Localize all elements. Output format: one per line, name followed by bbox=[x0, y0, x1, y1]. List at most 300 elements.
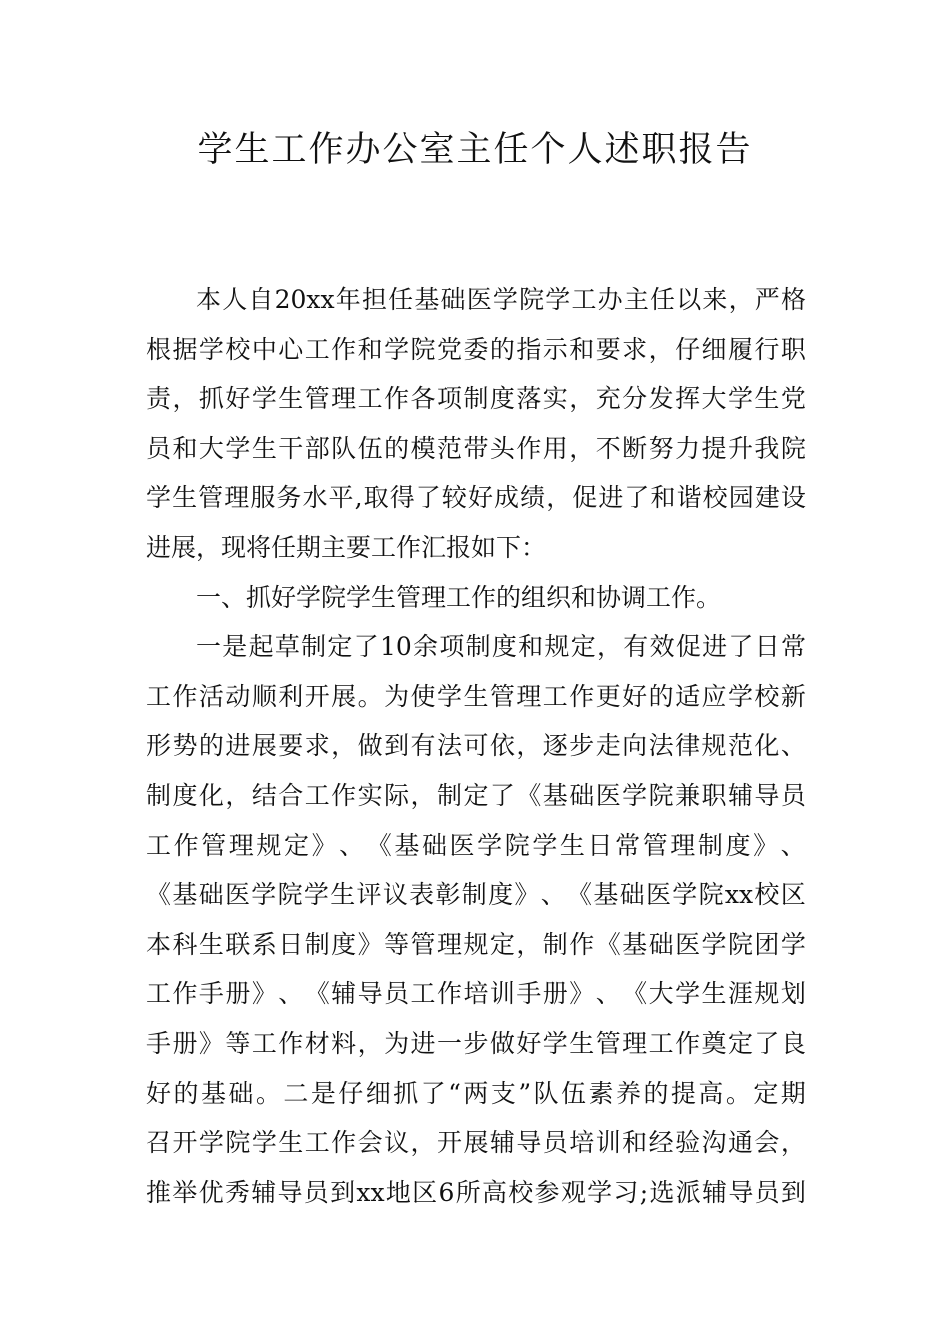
text-glyph: 展 bbox=[463, 1128, 489, 1158]
text-glyph: 导 bbox=[357, 979, 383, 1009]
text-glyph: 中 bbox=[251, 334, 277, 364]
text-glyph: 工 bbox=[357, 384, 383, 414]
text-glyph: xx bbox=[356, 1177, 385, 1207]
text-glyph: 院 bbox=[727, 929, 753, 959]
text-glyph: 院 bbox=[698, 880, 724, 910]
text-glyph: 项 bbox=[439, 632, 465, 662]
text-glyph: ， bbox=[648, 334, 674, 364]
text-glyph: 养 bbox=[615, 1078, 641, 1108]
text-glyph: 学 bbox=[532, 830, 558, 860]
text-glyph: 基 bbox=[200, 1078, 226, 1108]
text-glyph: 学 bbox=[780, 929, 806, 959]
text-glyph: 制 bbox=[301, 632, 327, 662]
text-glyph: ; bbox=[639, 1177, 649, 1207]
text-glyph: 工 bbox=[571, 285, 597, 314]
text-glyph: 作 bbox=[516, 433, 542, 463]
text-glyph: “ bbox=[448, 1078, 461, 1108]
text-glyph: 进 bbox=[225, 731, 251, 761]
text-glyph: 和 bbox=[518, 632, 544, 662]
text-glyph: 员 bbox=[303, 1177, 329, 1207]
text-glyph: 断 bbox=[622, 433, 648, 463]
section-heading: 一、抓好学院学生管理工作的组织和协调工作。 bbox=[196, 582, 722, 612]
text-glyph: 伍 bbox=[357, 433, 383, 463]
text-glyph: 到 bbox=[330, 1177, 356, 1207]
document-body bbox=[146, 275, 806, 1217]
text-glyph: 学 bbox=[672, 880, 698, 910]
text-glyph: 展 bbox=[331, 681, 357, 711]
text-glyph: 》 bbox=[357, 929, 383, 959]
text-glyph: 谐 bbox=[676, 483, 702, 513]
text-glyph: ， bbox=[410, 780, 436, 810]
text-glyph: 日 bbox=[587, 830, 613, 860]
text-glyph: 高 bbox=[481, 1177, 507, 1207]
text-glyph: 评 bbox=[356, 880, 382, 910]
text-glyph: 自 bbox=[248, 285, 274, 314]
text-line bbox=[146, 374, 806, 424]
text-glyph: 指 bbox=[516, 334, 542, 364]
text-glyph: 作 bbox=[172, 979, 198, 1009]
text-glyph: 训 bbox=[595, 1128, 621, 1158]
text-glyph: 工 bbox=[146, 681, 172, 711]
text-glyph: 础 bbox=[198, 880, 224, 910]
text-glyph: 度 bbox=[488, 880, 514, 910]
text-glyph: 作 bbox=[278, 1028, 304, 1058]
text-glyph: 生 bbox=[463, 681, 489, 711]
text-glyph: 大 bbox=[701, 384, 727, 414]
text-glyph: 校 bbox=[754, 880, 780, 910]
text-glyph: 任 bbox=[388, 285, 414, 314]
text-glyph: 挥 bbox=[675, 384, 701, 414]
text-glyph: 部 bbox=[304, 433, 330, 463]
text-glyph: 生 bbox=[754, 384, 780, 414]
text-glyph: 10 bbox=[379, 632, 412, 662]
text-glyph: 管 bbox=[304, 384, 330, 414]
text-glyph: 范 bbox=[727, 731, 753, 761]
text-line bbox=[146, 473, 806, 523]
text-glyph: 议 bbox=[382, 880, 408, 910]
text-glyph: ， bbox=[569, 433, 595, 463]
text-glyph: 兼 bbox=[675, 780, 701, 810]
text-glyph: 基 bbox=[542, 780, 568, 810]
text-glyph: 训 bbox=[489, 979, 515, 1009]
text-glyph: 根 bbox=[146, 334, 172, 364]
text-glyph: 素 bbox=[588, 1078, 614, 1108]
text-glyph: 员 bbox=[542, 1128, 568, 1158]
text-glyph: 员 bbox=[146, 433, 172, 463]
text-glyph: 是 bbox=[310, 1078, 336, 1108]
text-glyph: 院 bbox=[410, 334, 436, 364]
text-glyph: 应 bbox=[701, 681, 727, 711]
text-glyph: 的 bbox=[643, 1078, 669, 1108]
text-glyph: 实 bbox=[542, 384, 568, 414]
text-glyph: 6 bbox=[438, 1177, 455, 1207]
text-glyph: 适 bbox=[675, 681, 701, 711]
text-glyph: 高 bbox=[698, 1078, 724, 1108]
text-glyph: 了 bbox=[624, 483, 650, 513]
text-glyph: 本 bbox=[146, 929, 172, 959]
text-glyph: 。 bbox=[725, 1078, 751, 1108]
text-glyph: 担 bbox=[361, 285, 387, 314]
text-glyph: 学 bbox=[477, 830, 503, 860]
text-glyph: 理 bbox=[224, 483, 250, 513]
text-glyph: 册 bbox=[225, 979, 251, 1009]
text-glyph: 开 bbox=[436, 1128, 462, 1158]
text-glyph: 做 bbox=[489, 1028, 515, 1058]
text-glyph: 定 bbox=[489, 929, 515, 959]
text-glyph: 、 bbox=[278, 979, 304, 1009]
text-glyph: 院 bbox=[519, 285, 545, 314]
text-glyph: 础 bbox=[648, 929, 674, 959]
text-glyph: 得 bbox=[389, 483, 415, 513]
text-glyph: 制 bbox=[461, 880, 487, 910]
text-glyph: 学 bbox=[251, 384, 277, 414]
text-glyph: 利 bbox=[278, 681, 304, 711]
text-glyph: 求 bbox=[622, 334, 648, 364]
text-glyph: 医 bbox=[675, 929, 701, 959]
text-line bbox=[146, 721, 806, 771]
text-glyph: 》 bbox=[311, 830, 337, 860]
text-glyph: ， bbox=[780, 1128, 806, 1158]
text-glyph: 团 bbox=[754, 929, 780, 959]
text-glyph: 度 bbox=[489, 384, 515, 414]
text-glyph: 作 bbox=[675, 1028, 701, 1058]
text-glyph: 校 bbox=[225, 334, 251, 364]
text-glyph: 为 bbox=[384, 681, 410, 711]
text-glyph: 好 bbox=[146, 1078, 172, 1108]
text-glyph: 学 bbox=[303, 880, 329, 910]
text-glyph: 等 bbox=[384, 929, 410, 959]
text-glyph: ， bbox=[331, 731, 357, 761]
text-glyph: 日 bbox=[754, 632, 780, 662]
text-glyph: 了 bbox=[754, 1028, 780, 1058]
text-glyph: 》 bbox=[198, 1028, 224, 1058]
text-glyph: 定 bbox=[727, 1028, 753, 1058]
text-glyph: 学 bbox=[146, 483, 172, 513]
text-glyph: 员 bbox=[384, 979, 410, 1009]
text-glyph: 较 bbox=[441, 483, 467, 513]
text-glyph: 工 bbox=[542, 681, 568, 711]
text-glyph: 生 bbox=[559, 830, 585, 860]
text-glyph: 院 bbox=[648, 780, 674, 810]
text-glyph: 支 bbox=[490, 1078, 516, 1108]
text-glyph: 院 bbox=[277, 880, 303, 910]
text-glyph: 基 bbox=[172, 880, 198, 910]
text-glyph: 秀 bbox=[224, 1177, 250, 1207]
text-glyph: 和 bbox=[650, 483, 676, 513]
text-glyph: 》 bbox=[251, 979, 277, 1009]
text-glyph: 顺 bbox=[251, 681, 277, 711]
text-glyph: 院 bbox=[780, 433, 806, 463]
text-glyph: 学 bbox=[251, 1128, 277, 1158]
text-glyph: 向 bbox=[622, 731, 648, 761]
text-glyph: 成 bbox=[494, 483, 520, 513]
text-glyph: 生 bbox=[198, 929, 224, 959]
text-glyph: 度 bbox=[491, 632, 517, 662]
text-glyph: 可 bbox=[463, 731, 489, 761]
text-glyph: 《 bbox=[304, 979, 330, 1009]
text-glyph: 工 bbox=[146, 979, 172, 1009]
text-glyph: 促 bbox=[675, 632, 701, 662]
text-glyph: 和 bbox=[357, 334, 383, 364]
text-glyph: 导 bbox=[754, 780, 780, 810]
text-line bbox=[146, 1118, 806, 1168]
text-glyph: 学 bbox=[251, 880, 277, 910]
text-glyph: 年 bbox=[335, 285, 361, 314]
text-glyph: 院 bbox=[504, 830, 530, 860]
text-glyph: 园 bbox=[728, 483, 754, 513]
text-glyph: 辅 bbox=[251, 1177, 277, 1207]
text-glyph: 升 bbox=[727, 433, 753, 463]
text-glyph: 好 bbox=[622, 681, 648, 711]
text-glyph: 沟 bbox=[701, 1128, 727, 1158]
text-glyph: 《 bbox=[622, 979, 648, 1009]
text-glyph: 二 bbox=[283, 1078, 309, 1108]
text-glyph: 责 bbox=[146, 384, 172, 414]
text-glyph: 以 bbox=[676, 285, 702, 314]
text-glyph: 规 bbox=[701, 731, 727, 761]
text-glyph: 示 bbox=[542, 334, 568, 364]
text-glyph: 学 bbox=[545, 285, 571, 314]
text-glyph: 医 bbox=[595, 780, 621, 810]
text-glyph: 了 bbox=[420, 1078, 446, 1108]
text-line bbox=[146, 771, 806, 821]
text-glyph: 学 bbox=[492, 285, 518, 314]
text-glyph: 议 bbox=[384, 1128, 410, 1158]
text-glyph: 制 bbox=[463, 384, 489, 414]
text-glyph: 习 bbox=[613, 1177, 639, 1207]
text-line bbox=[146, 920, 806, 970]
text-glyph: 常 bbox=[615, 830, 641, 860]
text-glyph: 医 bbox=[645, 880, 671, 910]
text-glyph: 手 bbox=[198, 979, 224, 1009]
text-glyph: 走 bbox=[595, 731, 621, 761]
text-glyph: 实 bbox=[357, 780, 383, 810]
text-glyph: 作 bbox=[331, 780, 357, 810]
text-glyph: 20xx bbox=[274, 285, 335, 314]
text-glyph: 步 bbox=[569, 731, 595, 761]
text-glyph: 律 bbox=[675, 731, 701, 761]
text-glyph: 提 bbox=[701, 433, 727, 463]
text-glyph: 落 bbox=[516, 384, 542, 414]
text-glyph: 册 bbox=[172, 1028, 198, 1058]
text-glyph: 了 bbox=[489, 780, 515, 810]
text-glyph: 进 bbox=[410, 1028, 436, 1058]
text-glyph: 势 bbox=[172, 731, 198, 761]
text-glyph: 优 bbox=[198, 1177, 224, 1207]
text-glyph: 作 bbox=[173, 830, 199, 860]
text-glyph: 良 bbox=[780, 1028, 806, 1058]
text-glyph: 合 bbox=[278, 780, 304, 810]
text-glyph: 抓 bbox=[198, 384, 224, 414]
text-glyph: 履 bbox=[727, 334, 753, 364]
text-glyph: 开 bbox=[172, 1128, 198, 1158]
text-glyph: 和 bbox=[622, 1128, 648, 1158]
text-glyph: 、 bbox=[780, 830, 806, 860]
text-glyph: 制 bbox=[697, 830, 723, 860]
text-glyph: 度 bbox=[725, 830, 751, 860]
text-glyph: 大 bbox=[648, 979, 674, 1009]
text-glyph: 生 bbox=[172, 483, 198, 513]
text-glyph: 和 bbox=[172, 433, 198, 463]
text-glyph: 会 bbox=[357, 1128, 383, 1158]
text-glyph: 管 bbox=[642, 830, 668, 860]
text-glyph: 导 bbox=[516, 1128, 542, 1158]
text-glyph: 工 bbox=[304, 1128, 330, 1158]
text-line bbox=[146, 1019, 806, 1069]
text-glyph: 举 bbox=[172, 1177, 198, 1207]
text-glyph: 细 bbox=[365, 1078, 391, 1108]
text-glyph: 常 bbox=[780, 632, 806, 662]
text-glyph: 辅 bbox=[702, 1177, 728, 1207]
text-glyph: 基 bbox=[593, 880, 619, 910]
text-glyph: 步 bbox=[463, 1028, 489, 1058]
text-glyph: 》 bbox=[569, 979, 595, 1009]
text-glyph: 为 bbox=[384, 1028, 410, 1058]
text-glyph: 作 bbox=[569, 681, 595, 711]
text-glyph: 委 bbox=[463, 334, 489, 364]
text-glyph: 科 bbox=[172, 929, 198, 959]
text-glyph: 学 bbox=[727, 384, 753, 414]
text-glyph: 了 bbox=[415, 483, 441, 513]
text-glyph: 干 bbox=[278, 433, 304, 463]
text-glyph: 工 bbox=[410, 979, 436, 1009]
text-glyph: 定 bbox=[570, 632, 596, 662]
text-glyph: 力 bbox=[675, 433, 701, 463]
text-glyph: 定 bbox=[463, 780, 489, 810]
text-glyph: 医 bbox=[224, 880, 250, 910]
text-glyph: 设 bbox=[780, 483, 806, 513]
text-glyph: 了 bbox=[728, 632, 754, 662]
text-glyph: 手 bbox=[146, 1028, 172, 1058]
text-glyph: 是 bbox=[222, 632, 248, 662]
text-glyph: 培 bbox=[569, 1128, 595, 1158]
text-glyph: 涯 bbox=[727, 979, 753, 1009]
text-glyph: 定 bbox=[753, 1078, 779, 1108]
text-glyph: 管 bbox=[410, 929, 436, 959]
text-glyph: 努 bbox=[648, 433, 674, 463]
text-glyph: 础 bbox=[228, 1078, 254, 1108]
text-glyph: ， bbox=[225, 780, 251, 810]
text-glyph: 学 bbox=[198, 1128, 224, 1158]
text-glyph: 的 bbox=[648, 681, 674, 711]
text-glyph: 两 bbox=[463, 1078, 489, 1108]
text-glyph: 会 bbox=[754, 1128, 780, 1158]
text-glyph: 、 bbox=[595, 979, 621, 1009]
text-glyph: 期 bbox=[780, 1078, 806, 1108]
text-glyph: 做 bbox=[357, 731, 383, 761]
text-glyph: 规 bbox=[256, 830, 282, 860]
text-glyph: 生 bbox=[569, 1028, 595, 1058]
text-glyph: 、 bbox=[780, 731, 806, 761]
text-glyph: 制 bbox=[146, 780, 172, 810]
text-glyph: 学 bbox=[225, 433, 251, 463]
text-glyph: 《 bbox=[366, 830, 392, 860]
text-glyph: 培 bbox=[463, 979, 489, 1009]
text-glyph: 工 bbox=[251, 1028, 277, 1058]
text-glyph: 本 bbox=[196, 285, 222, 314]
text-glyph: 逐 bbox=[542, 731, 568, 761]
text-glyph: 基 bbox=[394, 830, 420, 860]
text-glyph: 充 bbox=[595, 384, 621, 414]
text-glyph: 定 bbox=[283, 830, 309, 860]
text-glyph: 抓 bbox=[393, 1078, 419, 1108]
text-glyph: 理 bbox=[436, 929, 462, 959]
text-glyph: 任 bbox=[650, 285, 676, 314]
text-glyph: 进 bbox=[598, 483, 624, 513]
text-glyph: ， bbox=[546, 483, 572, 513]
text-glyph: 推 bbox=[146, 1177, 172, 1207]
text-glyph: 作 bbox=[331, 334, 357, 364]
text-glyph: 工 bbox=[304, 780, 330, 810]
text-glyph: 规 bbox=[544, 632, 570, 662]
text-glyph: 项 bbox=[436, 384, 462, 414]
text-glyph: 材 bbox=[304, 1028, 330, 1058]
text-glyph: 础 bbox=[569, 780, 595, 810]
text-line bbox=[146, 1168, 806, 1218]
text-glyph: 我 bbox=[754, 433, 780, 463]
text-glyph: 医 bbox=[466, 285, 492, 314]
text-glyph: 起 bbox=[248, 632, 274, 662]
text-line bbox=[146, 1069, 806, 1119]
text-glyph: 活 bbox=[198, 681, 224, 711]
text-glyph: 用 bbox=[542, 433, 568, 463]
text-glyph: 化 bbox=[198, 780, 224, 810]
text-glyph: 《 bbox=[567, 880, 593, 910]
text-glyph: ， bbox=[357, 1028, 383, 1058]
text-glyph: 制 bbox=[542, 929, 568, 959]
text-glyph: 制 bbox=[436, 780, 462, 810]
text-glyph: 进 bbox=[702, 632, 728, 662]
text-glyph: 作 bbox=[384, 384, 410, 414]
text-glyph: 心 bbox=[278, 334, 304, 364]
text-glyph: 人 bbox=[222, 285, 248, 314]
text-glyph: 。 bbox=[357, 681, 383, 711]
text-glyph: 生 bbox=[278, 384, 304, 414]
text-glyph: 开 bbox=[304, 681, 330, 711]
text-glyph: 所 bbox=[455, 1177, 481, 1207]
text-glyph: 辅 bbox=[727, 780, 753, 810]
text-glyph: 促 bbox=[572, 483, 598, 513]
text-glyph: 地 bbox=[385, 1177, 411, 1207]
text-glyph: 发 bbox=[648, 384, 674, 414]
text-glyph: 《 bbox=[595, 929, 621, 959]
text-glyph: 要 bbox=[278, 731, 304, 761]
text-glyph: 管 bbox=[198, 483, 224, 513]
text-glyph: 手 bbox=[516, 979, 542, 1009]
text-glyph: xx bbox=[724, 880, 754, 910]
text-glyph: 学 bbox=[622, 780, 648, 810]
text-glyph: 制 bbox=[304, 929, 330, 959]
text-glyph: 求 bbox=[304, 731, 330, 761]
text-glyph: 校 bbox=[508, 1177, 534, 1207]
text-glyph: 使 bbox=[410, 681, 436, 711]
text-glyph: 验 bbox=[675, 1128, 701, 1158]
text-glyph: 管 bbox=[201, 830, 227, 860]
text-glyph: 队 bbox=[331, 433, 357, 463]
text-glyph: 册 bbox=[542, 979, 568, 1009]
text-glyph: 的 bbox=[198, 731, 224, 761]
text-line bbox=[146, 969, 806, 1019]
text-glyph: 形 bbox=[146, 731, 172, 761]
text-glyph: 日 bbox=[278, 929, 304, 959]
text-glyph: 党 bbox=[780, 384, 806, 414]
text-glyph: 》 bbox=[514, 880, 540, 910]
text-glyph: 奠 bbox=[701, 1028, 727, 1058]
text-glyph: 工 bbox=[648, 1028, 674, 1058]
text-glyph: ， bbox=[516, 731, 542, 761]
text-glyph: 理 bbox=[622, 1028, 648, 1058]
text-glyph: ， bbox=[516, 929, 542, 959]
